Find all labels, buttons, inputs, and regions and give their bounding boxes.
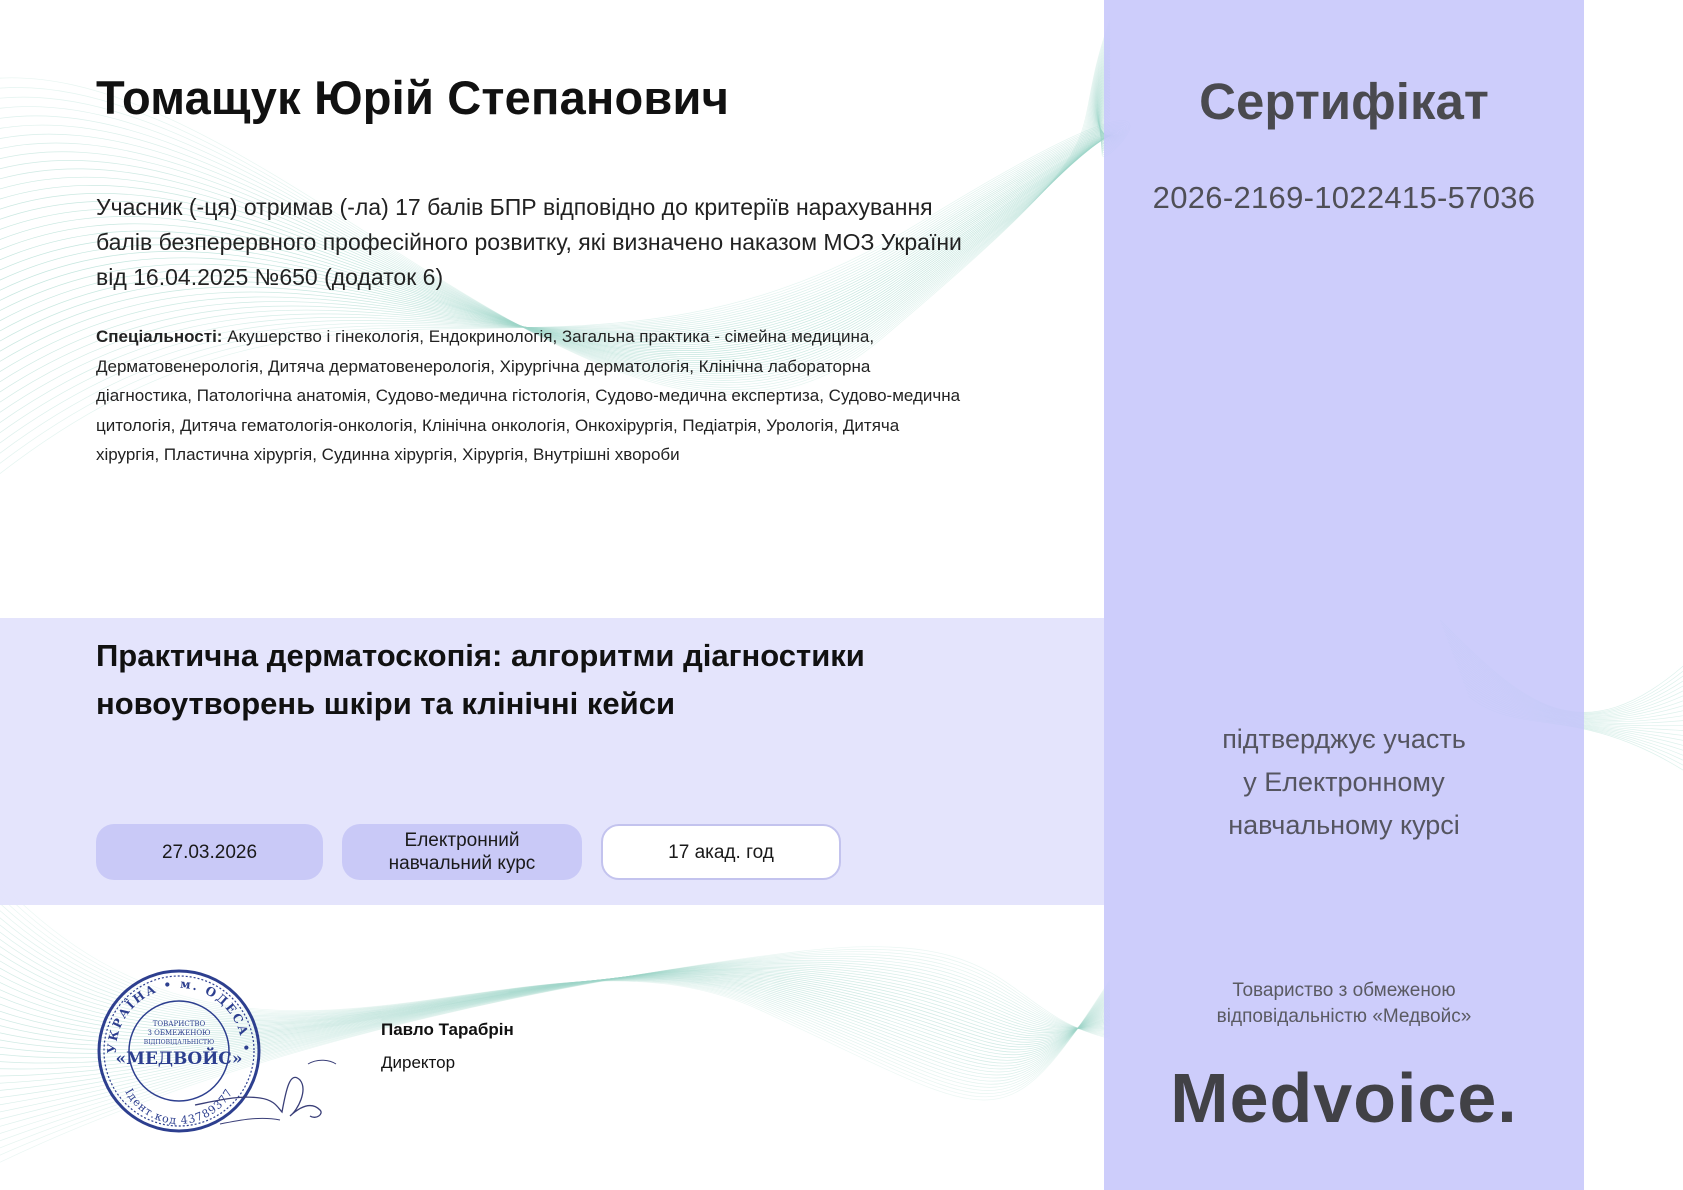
company-line: відповідальністю «Медвойс»	[1216, 1006, 1472, 1027]
course-format	[389, 829, 536, 875]
course-title	[96, 632, 996, 728]
confirmation-line: підтверджує участь	[1222, 724, 1466, 754]
stamp-outer-text: УКРАЇНА • м. ОДЕСА •	[104, 976, 254, 1054]
medvoice-logo: Medvoice.	[1170, 1059, 1518, 1137]
specialties-line: діагностика, Патологічна анатомія, Судово-медична гістологія, Судово-медична експертиза, Судово-медична	[96, 386, 961, 405]
intro-text	[96, 190, 1036, 295]
specialties-line: цитологія, Дитяча гематологія-онкологія, Клінічна онкологія, Онкохірургія, Педіатрія, Урологія, Дитяча	[96, 415, 900, 435]
confirmation-text	[1104, 718, 1584, 847]
company-line: Товариство з обмеженою	[1232, 980, 1456, 1001]
director-title: Директор	[381, 1053, 456, 1072]
specialties-label: Спеціальності:	[96, 327, 223, 346]
specialties-line: Акушерство і гінекологія, Ендокринологія, Загальна практика - сімейна медицина,	[222, 327, 875, 346]
stamp-inner-line: ВІДПОВІДАЛЬНІСТЮ	[143, 1039, 215, 1046]
director-signature	[190, 1050, 340, 1140]
course-format-line: навчальний курс	[388, 853, 536, 874]
intro-line: балів безперервного професійного розвитку, які визначено наказом МОЗ України	[96, 229, 962, 255]
intro-line: від 16.04.2025 №650 (додаток 6)	[96, 264, 444, 290]
course-format-line: Електронний	[404, 830, 520, 851]
confirmation-line: у Електронному	[1243, 767, 1445, 797]
certificate-title: Сертифікат	[1199, 73, 1489, 130]
course-hours-chip	[601, 824, 841, 880]
certificate-number: 2026-2169-1022415-57036	[1152, 180, 1536, 215]
recipient-name: Томащук Юрій Степанович	[96, 71, 730, 124]
course-title-line: новоутворень шкіри та клінічні кейси	[96, 686, 675, 721]
intro-line: Учасник (-ця) отримав (-ла) 17 балів БПР відповідно до критеріїв нарахування	[96, 194, 933, 220]
course-date: 27.03.2026	[161, 841, 258, 863]
course-date-chip	[96, 824, 323, 880]
course-hours: 17 акад. год	[668, 841, 774, 863]
confirmation-line: навчальному курсі	[1228, 810, 1460, 840]
course-format-chip	[342, 824, 582, 880]
director-name: Павло Тарабрін	[381, 1020, 514, 1039]
stamp-inner-line: З ОБМЕЖЕНОЮ	[147, 1029, 211, 1037]
specialties-text	[96, 322, 1036, 470]
stamp-bottom-text: Ідент.код 43789377	[122, 1086, 236, 1128]
stamp-brand: «МЕДВОЙС»	[115, 1049, 243, 1069]
specialties-line: Дерматовенерологія, Дитяча дерматовенерологія, Хірургічна дерматологія, Клінічна лабораторна	[96, 356, 871, 376]
stamp-inner-line: ТОВАРИСТВО	[152, 1020, 206, 1028]
course-title-line: Практична дерматоскопія: алгоритми діагностики	[96, 638, 865, 673]
specialties-line: хірургія, Пластична хірургія, Судинна хірургія, Хірургія, Внутрішні хвороби	[96, 445, 680, 464]
company-name	[1104, 978, 1584, 1030]
